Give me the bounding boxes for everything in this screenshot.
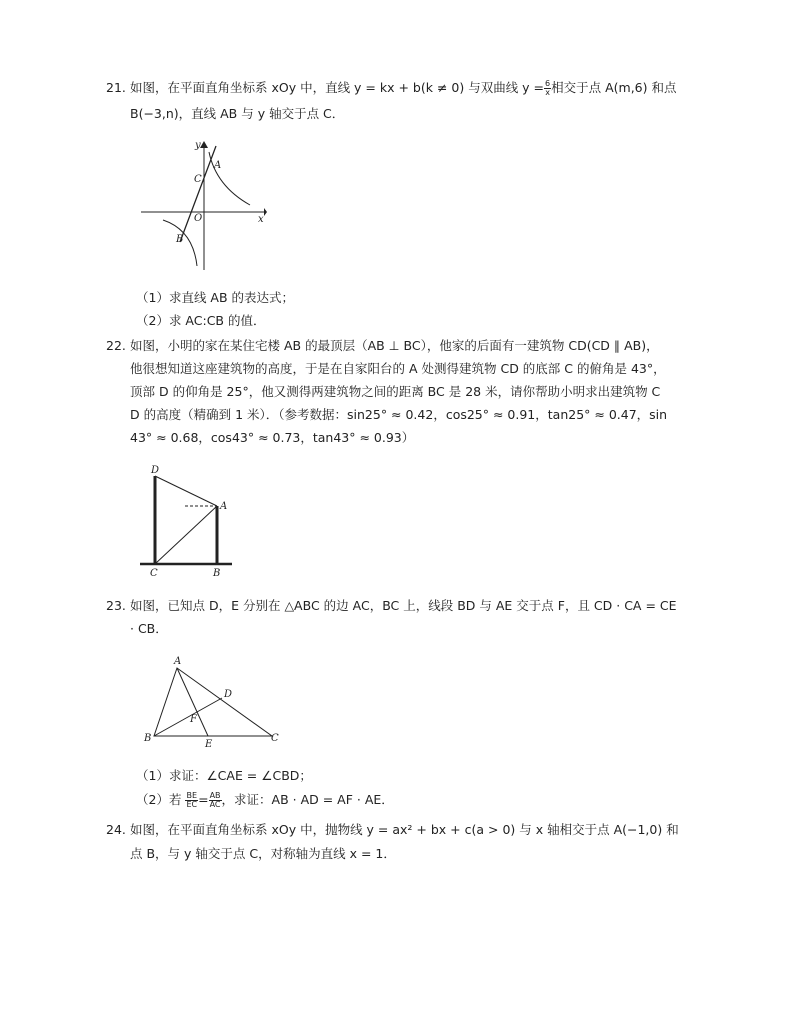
q23-sub-2a: （2）若 [136, 792, 182, 807]
q22-line-4: D 的高度（精确到 1 米）．（参考数据：sin25° ≈ 0.42，cos25° ≈ 0.91，tan25° ≈ 0.47，sin [130, 407, 668, 422]
q23-sub-2-eq: = [198, 792, 209, 807]
q23-frac1-den: EC [186, 800, 198, 809]
q22-line-5: 43° ≈ 0.68，cos43° ≈ 0.73，tan43° ≈ 0.93） [130, 430, 415, 445]
q21-frac-num: 6 [545, 79, 551, 88]
label-d: D [224, 689, 233, 700]
q23-frac2-num: AB [209, 791, 221, 800]
q23-number: 23. [106, 598, 126, 613]
label-c: C [150, 568, 158, 579]
q23-sub-2b: ，求证：AB · AD = AF · AE． [221, 792, 394, 807]
q22-line-1: 如图，小明的家在某住宅楼 AB 的最顶层（AB ⊥ BC），他家的后面有一建筑物 CD(CD ∥ AB)， [130, 338, 659, 353]
q21-line-1a: 如图，在平面直角坐标系 xOy 中，直线 y = kx + b(k ≠ 0) 与双曲线 y = [130, 80, 545, 95]
line-ab [180, 146, 216, 242]
q23-fraction-1 [185, 792, 198, 809]
q23-figure [140, 652, 290, 752]
x-axis-arrow [264, 208, 267, 216]
label-o: O [194, 213, 203, 224]
q24-number: 24. [106, 822, 126, 837]
label-c: C [271, 733, 279, 744]
q21-line-1 [130, 80, 730, 97]
q21-figure [138, 138, 268, 274]
q22-figure [140, 460, 240, 580]
sightline-ad [155, 476, 217, 506]
q21-line-1b: 相交于点 A(m,6) 和点 [551, 80, 677, 95]
q23-fraction-2 [209, 792, 222, 809]
q23-line-1: 如图，已知点 D，E 分别在 △ABC 的边 AC，BC 上，线段 BD 与 AE 交于点 F，且 CD · CA = CE [130, 598, 677, 613]
q21-sub-2: （2）求 AC:CB 的值． [136, 313, 266, 328]
q23-sub-1: （1）求证：∠CAE = ∠CBD； [136, 768, 312, 783]
q21-line-2: B(−3,n)，直线 AB 与 y 轴交于点 C． [130, 106, 345, 121]
q21-frac-den: x [545, 88, 550, 97]
q22-number: 22. [106, 338, 126, 353]
label-f: F [190, 714, 197, 725]
label-c: C [194, 174, 202, 185]
label-b: B [176, 234, 184, 245]
label-e: E [205, 739, 213, 750]
y-axis-arrow [200, 141, 208, 148]
q21-sub-1: （1）求直线 AB 的表达式； [136, 290, 295, 305]
segment-bd [154, 698, 222, 736]
q24-line-1: 如图，在平面直角坐标系 xOy 中，抛物线 y = ax² + bx + c(a > 0) 与 x 轴相交于点 A(−1,0) 和 [130, 822, 679, 837]
q23-frac1-num: BE [186, 791, 198, 800]
q23-frac2-den: AC [209, 800, 221, 809]
label-b: B [144, 733, 152, 744]
q24-line-2: 点 B，与 y 轴交于点 C，对称轴为直线 x = 1． [130, 846, 396, 861]
segment-ae [177, 668, 208, 736]
q21-number: 21. [106, 80, 126, 95]
q23-line-2: · CB． [130, 621, 168, 636]
sightline-ac [155, 506, 217, 564]
label-b: B [213, 568, 221, 579]
q22-line-3: 顶部 D 的仰角是 25°，他又测得两建筑物之间的距离 BC 是 28 米，请你帮助小明求出建筑物 C [130, 384, 661, 399]
label-a: A [174, 656, 182, 667]
q23-sub-2 [136, 792, 394, 809]
q22-line-2: 他很想知道这座建筑物的高度，于是在自家阳台的 A 处测得建筑物 CD 的底部 C 的俯角是 43°， [130, 361, 666, 376]
label-y: y [195, 140, 201, 151]
label-d: D [151, 465, 160, 476]
label-x: x [258, 214, 264, 225]
label-a: A [220, 501, 228, 512]
label-a: A [214, 160, 222, 171]
